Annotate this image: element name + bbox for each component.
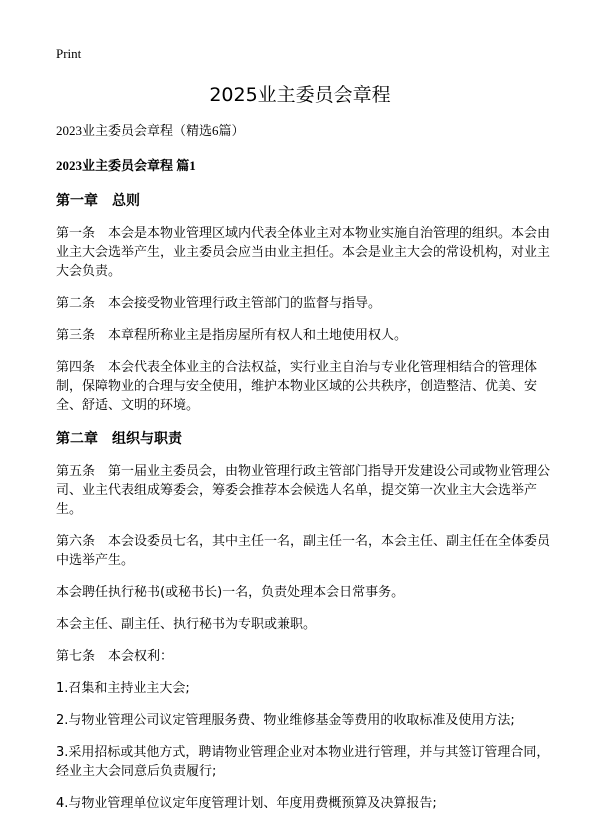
article-paragraph: 第二条 本会接受物业管理行政主管部门的监督与指导。 [56, 296, 382, 311]
section-title: 2023业主委员会章程 篇1 [56, 158, 196, 173]
print-link[interactable]: Print [56, 46, 82, 61]
document-subtitle: 2023业主委员会章程（精选6篇） [56, 123, 245, 138]
chapter-heading: 第一章 总则 [56, 193, 140, 209]
list-item: 1.召集和主持业主大会; [56, 681, 190, 696]
article-paragraph: 第三条 本章程所称业主是指房屋所有权人和土地使用权人。 [56, 328, 408, 343]
article-paragraph: 第七条 本会权利： [56, 649, 174, 664]
document-title: 2025业主委员会章程 [209, 84, 391, 106]
article-paragraph: 本会聘任执行秘书(或秘书长)一名，负责处理本会日常事务。 [56, 585, 405, 600]
article-paragraph: 本会主任、副主任、执行秘书为专职或兼职。 [56, 617, 317, 632]
article-paragraph: 第五条 第一届业主委员会，由物业管理行政主管部门指导开发建设公司或物业管理公司、业主代表组成筹委会，筹委会推荐本会候选人名单，提交第一次业主大会选举产生。 [56, 464, 551, 517]
list-item: 2.与物业管理公司议定管理服务费、物业维修基金等费用的收取标准及使用方法; [56, 713, 515, 728]
list-item: 3.采用招标或其他方式，聘请物业管理企业对本物业进行管理，并与其签订管理合同，经业主大会同意后负责履行; [56, 745, 550, 779]
chapter-heading: 第二章 组织与职责 [56, 431, 182, 447]
article-paragraph: 第四条 本会代表全体业主的合法权益，实行业主自治与专业化管理相结合的管理体制，保障物业的合理与安全使用，维护本物业区域的公共秩序，创造整洁、优美、安全、舒适、文明的环境。 [56, 360, 538, 413]
list-item: 4.与物业管理单位议定年度管理计划、年度用费概预算及决算报告; [56, 796, 437, 811]
article-paragraph: 第一条 本会是本物业管理区域内代表全体业主对本物业实施自治管理的组织。本会由业主大会选举产生，业主委员会应当由业主担任。本会是业主大会的常设机构，对业主大会负责。 [56, 226, 551, 279]
article-paragraph: 第六条 本会设委员七名，其中主任一名，副主任一名，本会主任、副主任在全体委员中选举产生。 [56, 534, 551, 568]
document-body [56, 120, 550, 826]
